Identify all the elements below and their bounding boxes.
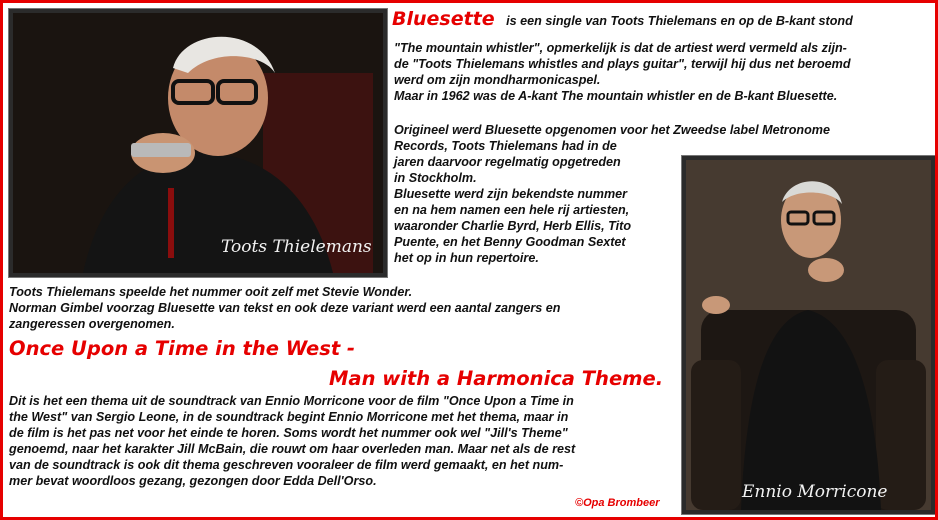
- toots-thielemans-photo: [9, 9, 387, 277]
- para4-line-1: Dit is het een thema uit de soundtrack van Ennio Morricone voor de film "Once Upon a Time in: [9, 394, 574, 408]
- intro-text-1: is een single van Toots Thielemans en op de B-kant stond: [502, 14, 853, 28]
- toots-portrait-icon: [13, 13, 383, 273]
- toots-caption: Toots Thielemans: [221, 237, 372, 257]
- para2-line-5: Bluesette werd zijn bekendste nummer: [394, 187, 628, 201]
- para4-line-5: van de soundtrack is ook dit thema geschreven vooraleer de film werd gemaakt, en het num-: [9, 458, 564, 472]
- ennio-portrait-icon: [686, 160, 931, 510]
- bluesette-intro-line-1: [392, 8, 853, 30]
- para3-line-2: Norman Gimbel voorzag Bluesette van tekst en ook deze variant werd een aantal zangers en: [9, 301, 561, 315]
- para4-line-6: mer bevat woordloos gezang, gezongen door Edda Dell'Orso.: [9, 474, 377, 488]
- para2-line-2: Records, Toots Thielemans had in de: [394, 139, 617, 153]
- para4-line-2: the West" van Sergio Leone, in de soundtrack begint Ennio Morricone met het thema, maar in: [9, 410, 569, 424]
- ennio-morricone-photo: [682, 156, 935, 514]
- credit-label: ©Opa Brombeer: [575, 497, 660, 509]
- para4-line-4: genoemd, naar het karakter Jill McBain, die rouwt om haar overleden man. Maar net als de rest: [9, 442, 576, 456]
- intro-text-4: werd om zijn mondharmonicaspel.: [394, 73, 601, 87]
- ennio-caption: Ennio Morricone: [742, 482, 888, 502]
- para2-line-3: jaren daarvoor regelmatig opgetreden: [394, 155, 621, 169]
- para2-line-4: in Stockholm.: [394, 171, 477, 185]
- para3-line-1: Toots Thielemans speelde het nummer ooit zelf met Stevie Wonder.: [9, 285, 413, 299]
- west-heading-line-2: Man with a Harmonica Theme.: [329, 367, 664, 390]
- para2-line-7: waaronder Charlie Byrd, Herb Ellis, Tito: [394, 219, 632, 233]
- para2-line-8: Puente, en het Benny Goodman Sextet: [394, 235, 626, 249]
- para4-line-3: de film is het pas net voor het einde te horen. Soms wordt het nummer ook wel "Jill's Theme": [9, 426, 568, 440]
- para2-line-6: en na hem namen een hele rij artiesten,: [394, 203, 630, 217]
- bluesette-title: Bluesette: [392, 8, 495, 30]
- west-heading-line-1: Once Upon a Time in the West -: [9, 337, 356, 360]
- intro-text-3: de "Toots Thielemans whistles and plays guitar", terwijl hij dus net beroemd: [394, 57, 851, 71]
- para2-line-9: het op in hun repertoire.: [394, 251, 539, 265]
- intro-text-2: "The mountain whistler", opmerkelijk is dat de artiest werd vermeld als zijn-: [394, 41, 847, 55]
- intro-text-5: Maar in 1962 was de A-kant The mountain whistler en de B-kant Bluesette.: [394, 89, 838, 103]
- para2-line-1: Origineel werd Bluesette opgenomen voor het Zweedse label Metronome: [394, 123, 830, 137]
- para3-line-3: zangeressen overgenomen.: [9, 317, 175, 331]
